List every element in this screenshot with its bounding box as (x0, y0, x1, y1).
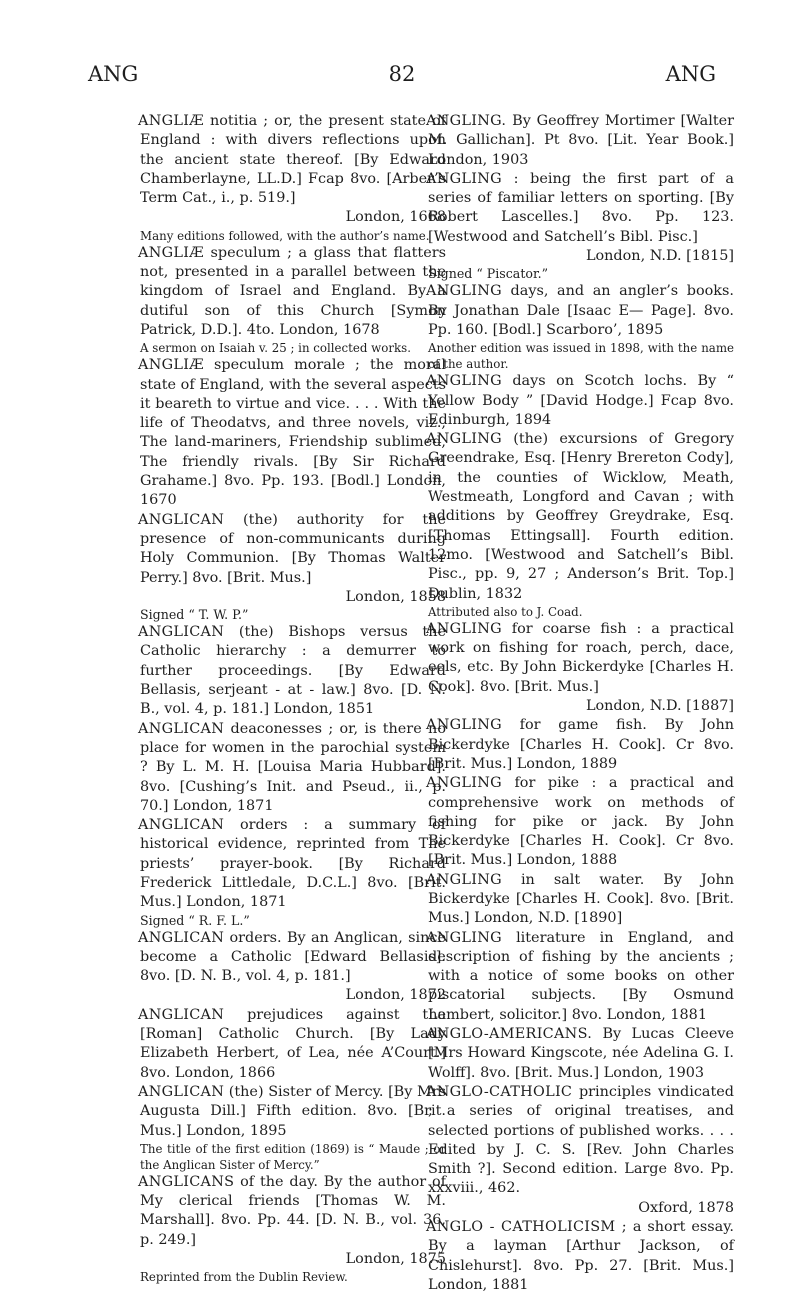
entry-note: Attributed also to J. Coad. (428, 604, 583, 619)
entry-headword: ANGLO-AMERICANS. (426, 1026, 593, 1043)
catalogue-entry (428, 929, 734, 1025)
entry-headword: ANGLING (426, 283, 502, 300)
catalogue-entry (428, 170, 734, 266)
entry-headword: ANGLING : (426, 170, 519, 187)
entry-text: literature in England, and description of fishing by the ancients ; with a notice of some books on other piscatorial subjects. [By Osmund Lambert, solicitor.] 8vo. London, 1881 (428, 929, 734, 1023)
entry-headword: ANGLIÆ (138, 357, 204, 374)
catalogue-entry (428, 1025, 734, 1083)
entry-headword: ANGLING (426, 431, 502, 448)
entry-text: principles vindicated ; a series of original treatises, and selected portions of published works. . . . Edited by J. C. S. [Rev. John Charles Smith ?]. Second edition. Large 8vo. Pp. xxxviii., 462. (428, 1083, 734, 1197)
header-right-keyword: ANG (665, 62, 716, 86)
entry-text: in salt water. By John Bickerdyke [Charles H. Cook]. 8vo. [Brit. Mus.] London, N.D. [1890] (428, 871, 735, 927)
entry-imprint: London, 1875 (345, 1251, 446, 1268)
catalogue-entry (140, 1173, 446, 1269)
entry-text: for game fish. By John Bickerdyke [Charles H. Cook]. Cr 8vo. [Brit. Mus.] London, 1889 (428, 717, 734, 772)
catalogue-entry (428, 372, 734, 430)
entry-text: prejudices against the [Roman] Catholic Church. [By Lady Elizabeth Herbert, of Lea, née A’Court.] 8vo. London, 1866 (140, 1006, 446, 1081)
entry-note: Many editions followed, with the author’s name. (140, 228, 430, 243)
entry-headword: ANGLICAN (138, 817, 225, 834)
left-column (140, 112, 446, 1285)
entry-text: for coarse fish : a practical work on fishing for roach, perch, dace, eels, etc. By John Bickerdyke [Charles H. Cook]. 8vo. [Brit. Mus.] (428, 620, 734, 695)
entry-imprint: London, 1872 (345, 987, 446, 1004)
entry-headword: ANGLIÆ (138, 113, 204, 129)
entry-headword: ANGLICAN (138, 720, 225, 737)
entry-text: (the) Bishops versus the Catholic hierarchy : a demurrer to further proceedings. [By Edward Bellasis, serjeant - at - law.] 8vo. [D. N. B., vol. 4, p. 181.] London, 1851 (140, 624, 446, 718)
entry-imprint: London, 1668 (345, 209, 446, 226)
entry-headword: ANGLICAN (138, 1083, 225, 1100)
entry-headword: ANGLICANS (138, 1173, 235, 1190)
entry-text: of the day. By the author of My clerical friends [Thomas W. M. Marshall]. 8vo. Pp. 44. [D. N. B., vol. 36, p. 249.] (140, 1173, 446, 1248)
entry-headword: ANGLING (426, 929, 502, 946)
catalogue-entry (140, 623, 446, 719)
entry-text: (the) authority for the presence of non-communicants during Holy Communion. [By Thomas Walter Perry.] 8vo. [Brit. Mus.] (140, 511, 446, 586)
entry-headword: ANGLIÆ (138, 244, 204, 261)
entry-text: speculum ; a glass that flatters not, presented in a parallel between the kingdom of Israel and England. By a dutiful son of this Church [Symon Patrick, D.D.]. 4to. London, 1678 (140, 244, 446, 338)
catalogue-entry (428, 430, 734, 604)
entry-headword: ANGLING (426, 620, 502, 637)
entry-text: notitia ; or, the present state of England : with divers reflections upon the ancient state thereof. [By Edward Chamberlayne, LL.D.] Fcap 8vo. [Arber’s Term Cat., i., p. 519.] (140, 113, 447, 207)
catalogue-entry (428, 774, 734, 870)
entry-text: deaconesses ; or, is there no place for women in the parochial system ? By L. M. H. [Louisa Maria Hubbard]. 8vo. [Cushing’s Init. and Pseud., ii., p. 70.] London, 1871 (140, 720, 446, 814)
catalogue-entry (140, 1083, 446, 1141)
catalogue-entry (428, 620, 734, 716)
running-header (88, 62, 716, 92)
catalogue-entry (140, 816, 446, 912)
catalogue-entry (140, 244, 446, 340)
entry-imprint: London, N.D. [1815] (585, 248, 734, 265)
entry-text: for pike : a practical and comprehensive work on methods of fishing for pike or jack. By John Bickerdyke [Charles H. Cook]. Cr 8vo. [Brit. Mus.] London, 1888 (428, 775, 735, 869)
entry-headword: ANGLING (426, 775, 502, 792)
catalogue-entry (140, 1006, 446, 1083)
catalogue-entry (140, 720, 446, 816)
entry-headword: ANGLICAN (138, 1006, 225, 1023)
entry-text: being the first part of a series of familiar letters on sporting. [By Robert Lascelles.] 8vo. Pp. 123. [Westwood and Satchell’s Bibl. Pisc.] (428, 170, 735, 245)
catalogue-entry (428, 871, 734, 929)
entry-headword: ANGLO-CATHOLIC (426, 1083, 573, 1100)
catalogue-entry (140, 112, 446, 228)
entry-note: Another edition was issued in 1898, with the name of the author. (428, 341, 734, 372)
entry-headword: ANGLICAN (138, 511, 225, 528)
entry-imprint: Oxford, 1878 (638, 1199, 734, 1216)
catalogue-entry (140, 929, 446, 1006)
header-left-keyword: ANG (88, 62, 139, 86)
catalogue-entry (428, 716, 734, 774)
entry-headword: ANGLING. (426, 113, 507, 129)
catalogue-entry (428, 1218, 734, 1295)
entry-text: (the) Sister of Mercy. [By Mrs Augusta Dill.] Fifth edition. 8vo. [Brit. Mus.] London, 1895 (140, 1083, 447, 1139)
entry-imprint: London, 1858 (345, 588, 446, 605)
entry-headword: ANGLING (426, 717, 502, 734)
entry-text: By Geoffrey Mortimer [Walter M. Gallichan]. Pt 8vo. [Lit. Year Book.] London, 1903 (428, 113, 734, 168)
entry-headword: ANGLING (426, 373, 502, 390)
entry-headword: ANGLING (426, 871, 502, 888)
entry-note: Reprinted from the Dublin Review. (140, 1270, 348, 1285)
entry-text: days, and an angler’s books. By Jonathan Dale [Isaac E— Page]. 8vo. Pp. 160. [Bodl.] Scarboro’, 1895 (428, 283, 734, 338)
entry-text: orders. By an Anglican, since become a Catholic [Edward Bellasis]. 8vo. [D. N. B., vol. 4, p. 181.] (140, 929, 447, 985)
entry-text: days on Scotch lochs. By “ Yellow Body ” [David Hodge.] Fcap 8vo. Edinburgh, 1894 (428, 373, 734, 428)
entry-headword: ANGLICAN (138, 929, 225, 946)
entry-signature: Signed “ R. F. L.” (140, 912, 250, 928)
entry-signature: Signed “ Piscator.” (428, 266, 549, 282)
entry-note: The title of the first edition (1869) is “ Maude ; or the Anglican Sister of Mercy.” (140, 1141, 446, 1172)
catalogue-entry (428, 1083, 734, 1218)
catalogue-entry (140, 511, 446, 607)
entry-text: speculum morale ; the moral state of England, with the several aspects it beareth to virtue and vice. . . . With the life of Theodatvs, and three novels, viz., The land-mariners, Friendship sublimed, The friendly rivals. [By Sir Richard Grahame.] 8vo. Pp. 193. [Bodl.] London, 1670 (140, 357, 446, 509)
entry-headword: ANGLICAN (138, 624, 225, 641)
right-column (428, 112, 734, 1295)
catalogue-entry (428, 112, 734, 170)
entry-text: orders : a summary of historical evidence, reprinted from The priests’ prayer-book. [By Richard Frederick Littledale, D.C.L.] 8vo. [Brit. Mus.] London, 1871 (140, 817, 446, 911)
catalogue-entry (140, 356, 446, 510)
entry-headword: ANGLO - CATHOLICISM ; (426, 1219, 627, 1236)
page-number: 82 (388, 62, 416, 86)
entry-text: a short essay. By a layman [Arthur Jackson, of Chislehurst]. 8vo. Pp. 27. [Brit. Mus.] London, 1881 (428, 1219, 735, 1293)
catalogue-entry (428, 282, 734, 340)
entry-text: By Lucas Cleeve [Mrs Howard Kingscote, née Adelina G. I. Wolff]. 8vo. [Brit. Mus.] London, 1903 (428, 1026, 734, 1081)
entry-text: (the) excursions of Gregory Greendrake, Esq. [Henry Brereton Cody], in the counties of Wicklow, Meath, Westmeath, Longford and Cavan ; with additions by Geoffrey Greydrake, Esq. [Thomas Ettingsall]. Fourth edition. 12mo. [Westwood and Satchell’s Bibl. Pisc., pp. 9, 27 ; Anderson’s Brit. Top.] Dublin, 1832 (428, 431, 734, 602)
entry-imprint: London, N.D. [1887] (585, 698, 734, 715)
entry-signature: Signed “ T. W. P.” (140, 607, 249, 623)
entry-note: A sermon on Isaiah v. 25 ; in collected works. (140, 341, 411, 356)
